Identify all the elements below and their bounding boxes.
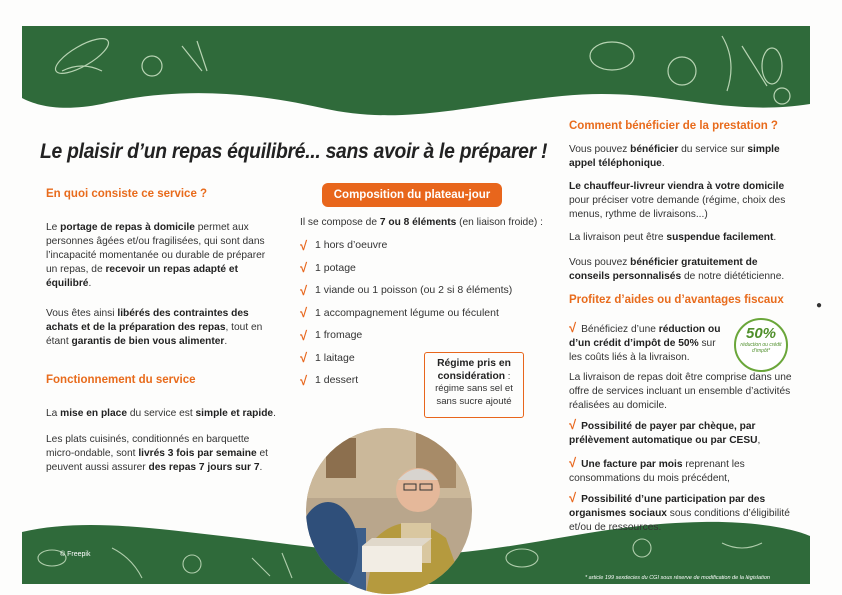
fonctionnement-setup: La mise en place du service est simple et rapide. — [46, 408, 276, 419]
list-item: √ 1 fromage — [300, 327, 363, 343]
check-icon: √ — [569, 490, 577, 505]
top-vegetable-banner — [22, 26, 810, 116]
check-icon: √ — [300, 237, 308, 253]
aide-condition: La livraison de repas doit être comprise dans une offre de services incluant un ensemble d’activités réalisées au domicile. — [569, 372, 792, 411]
prestation-phone: Vous pouvez bénéficier du service sur simple appel téléphonique. — [569, 144, 780, 169]
list-item: √ 1 viande ou 1 poisson (ou 2 si 8 éléments) — [300, 282, 513, 298]
check-icon: √ — [569, 417, 577, 432]
aide-payment: √ Possibilité de payer par chèque, par prélèvement automatique ou par CESU, — [569, 417, 761, 446]
check-icon: √ — [300, 327, 308, 343]
aide-credit-impot: √ Bénéficiez d’une réduction ou d’un crédit d’impôt de 50% sur les coûts liés à la livraison. — [569, 320, 721, 363]
delivery-photo — [306, 428, 472, 594]
check-icon: √ — [300, 372, 308, 388]
page-title: Le plaisir d’un repas équilibré... sans avoir à le préparer ! — [40, 140, 548, 163]
composition-intro: Il se compose de 7 ou 8 éléments (en liaison froide) : — [300, 217, 543, 228]
service-description: Le portage de repas à domicile permet aux personnes âgées et/ou fragilisées, qui sont dans l’incapacité momentanée ou durable de préparer un repas, de recevoir un repas adapté et équilibré. — [46, 222, 266, 289]
list-item: √ 1 dessert — [300, 372, 359, 388]
service-benefits: Vous êtes ainsi libérés des contraintes des achats et de la préparation des repas, tout en étant garantis de bien vous alimenter. — [46, 308, 263, 347]
legal-footnote: * article 199 sexdecies du CGI sous réserve de modification de la législation — [585, 575, 770, 581]
aide-participation: √ Possibilité d’une participation par des organismes sociaux sous conditions d’éligibilité et/ou de ressources. — [569, 490, 790, 533]
check-icon: √ — [300, 305, 308, 321]
check-icon: √ — [569, 320, 577, 335]
image-credit: © Freepik — [60, 551, 91, 558]
composition-pill: Composition du plateau-jour — [322, 183, 502, 207]
regime-text: : régime sans sel et sans sucre ajouté — [435, 370, 513, 407]
list-item: √ 1 hors d’oeuvre — [300, 237, 388, 253]
fonctionnement-delivery: Les plats cuisinés, conditionnés en barquette micro-ondable, sont livrés 3 fois par semaine et peuvent aussi assurer des repas 7 jours sur 7. — [46, 434, 268, 473]
prestation-driver: Le chauffeur-livreur viendra à votre domicile pour préciser votre demande (régime, choix des menus, rythme de livraisons...) — [569, 181, 786, 220]
regime-box — [424, 352, 524, 418]
heading-aides: Profitez d’aides ou d’avantages fiscaux — [569, 294, 784, 306]
heading-prestation: Comment bénéficier de la prestation ? — [569, 120, 778, 132]
aide-facture: √ Une facture par mois reprenant les consommations du mois précédent, — [569, 455, 745, 484]
heading-service: En quoi consiste ce service ? — [46, 188, 208, 200]
reduction-badge — [734, 318, 788, 372]
check-icon: √ — [300, 260, 308, 276]
list-item: √ 1 laitage — [300, 350, 355, 366]
list-item: √ 1 potage — [300, 260, 356, 276]
regime-title: Régime pris en considération — [437, 358, 511, 382]
badge-subtext: réduction ou crédit d’impôt* — [740, 342, 782, 354]
list-item: √ 1 accompagnement légume ou féculent — [300, 305, 499, 321]
check-icon: √ — [300, 282, 308, 298]
check-icon: √ — [300, 350, 308, 366]
prestation-suspend: La livraison peut être suspendue facilement. — [569, 232, 777, 243]
prestation-dietician: Vous pouvez bénéficier gratuitement de conseils personnalisés de notre diététicienne. — [569, 257, 785, 282]
registration-mark-icon: ● — [816, 300, 823, 311]
check-icon: √ — [569, 455, 577, 470]
heading-fonctionnement: Fonctionnement du service — [46, 374, 196, 386]
badge-percent: 50% — [745, 325, 777, 342]
